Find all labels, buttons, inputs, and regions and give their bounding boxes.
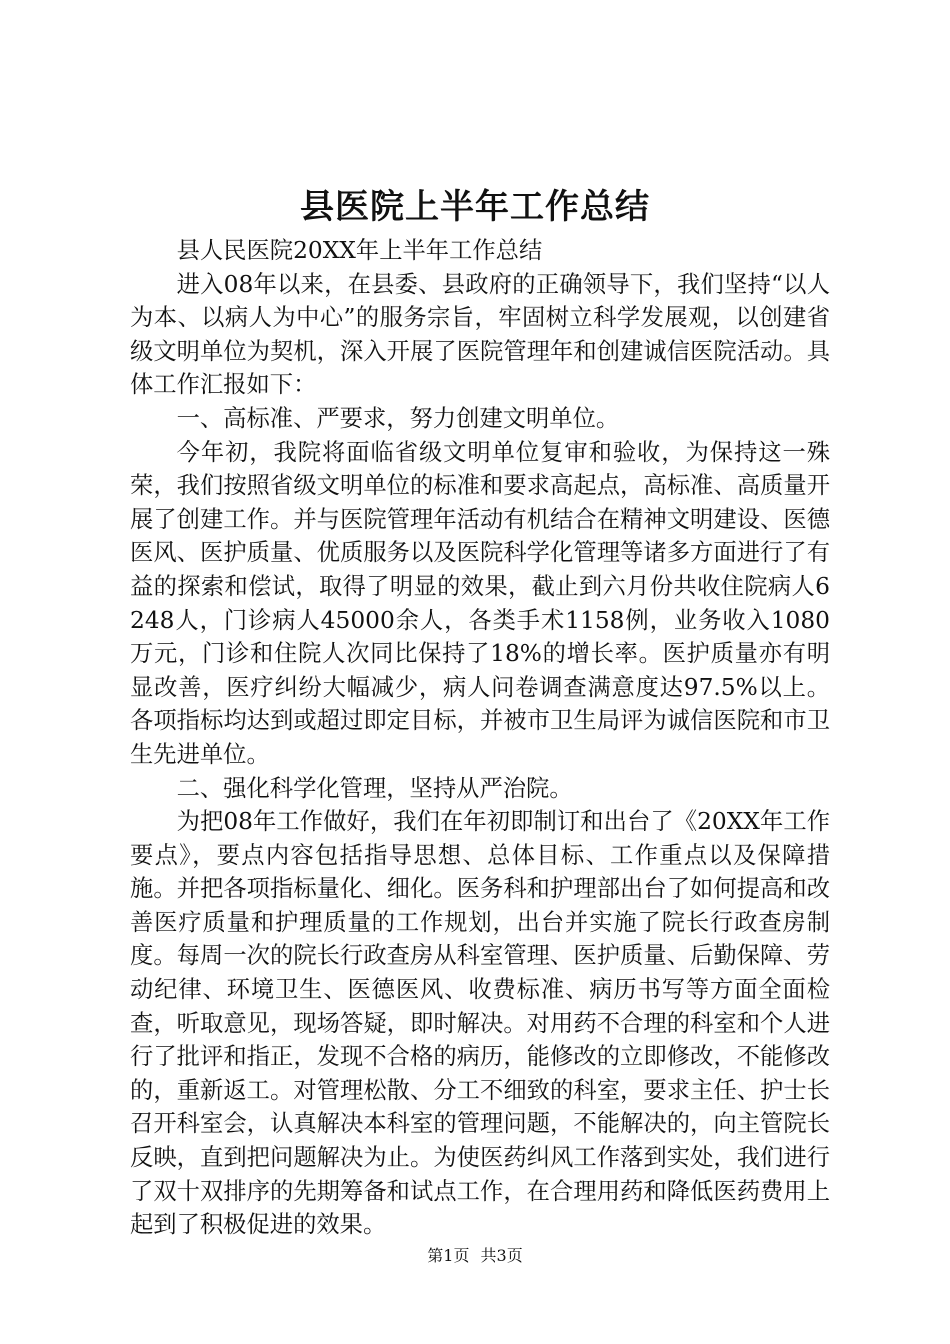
section-2-paragraph: 为把08年工作做好，我们在年初即制订和出台了《20XX年工作要点》，要点内容包括指导思想、总体目标、工作重点以及保障措施。并把各项指标量化、细化。医务科和护理部出台了如何提高和改善医疗质量和护理质量的工作规划，出台并实施了院长行政查房制度。每周一次的院长行政查房从科室管理、医护质量、后勤保障、劳动纪律、环境卫生、医德医风、收费标准、病历书写等方面全面检查，听取意见，现场答疑，即时解决。对用药不合理的科室和个人进行了批评和指正，发现不合格的病历，能修改的立即修改，不能修改的，重新返工。对管理松散、分工不细致的科室，要求主任、护士长召开科室会，认真解决本科室的管理问题，不能解决的，向主管院长反映，直到把问题解决为止。为使医药纠风工作落到实处，我们进行了双十双排序的先期筹备和试点工作，在合理用药和降低医药费用上起到了积极促进的效果。	[130, 808, 830, 1239]
section-heading-2: 二、强化科学化管理，坚持从严治院。	[176, 774, 573, 802]
document-title: 县医院上半年工作总结	[300, 187, 650, 227]
page-total: 共3页	[480, 1246, 523, 1265]
intro-paragraph: 进入08年以来，在县委、县政府的正确领导下，我们坚持“以人为本、以病人为中心”的服务宗旨，牢固树立科学发展观，以创建省级文明单位为契机，深入开展了医院管理年和创建诚信医院活动。具体工作汇报如下：	[130, 270, 830, 399]
document-body	[130, 234, 830, 1242]
page-footer	[0, 1244, 950, 1268]
subtitle-paragraph: 县人民医院20XX年上半年工作总结	[176, 237, 543, 264]
page-number: 第1页	[427, 1246, 470, 1265]
section-heading-1: 一、高标准、严要求，努力创建文明单位。	[176, 404, 620, 432]
section-1-paragraph: 今年初，我院将面临省级文明单位复审和验收，为保持这一殊荣，我们按照省级文明单位的标准和要求高起点，高标准、高质量开展了创建工作。并与医院管理年活动有机结合在精神文明建设、医德医风、医护质量、优质服务以及医院科学化管理等诸多方面进行了有益的探索和偿试，取得了明显的效果，截止到六月份共收住院病人6248人，门诊病人45000余人，各类手术1158例，业务收入1080万元，门诊和住院人次同比保持了18%的增长率。医护质量亦有明显改善，医疗纠纷大幅减少，病人问卷调查满意度达97.5%以上。各项指标均达到或超过即定目标，并被市卫生局评为诚信医院和市卫生先进单位。	[130, 438, 830, 768]
